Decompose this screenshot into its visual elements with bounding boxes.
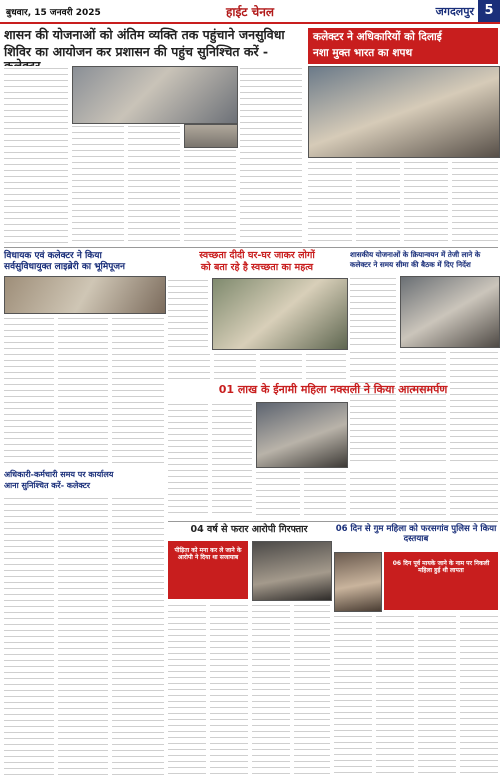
article-text-column [72,124,124,244]
lower-left-headline-1: अधिकारी-कर्मचारी समय पर कार्यालय [4,470,114,479]
surrender-photo [256,402,348,468]
article-text-column [304,470,346,518]
top-left-headline-2: शिविर का आयोजन कर प्रशासन की पहुंच सुनिश्चित करें - [4,44,269,59]
article-text-column [128,124,180,244]
article-text-column [450,350,498,466]
section-divider [168,521,498,522]
article-text-column [112,496,164,776]
article-text-column [376,614,414,776]
article-text-column [294,603,330,776]
lower-mid-headline: 04 वर्ष से फरार आरोपी गिरफ्तार [190,524,308,535]
article-text-column [168,278,208,348]
article-text-column [210,603,248,776]
article-text-column [404,160,448,244]
article-text-column [418,614,456,776]
lower-right-headline: 06 दिन से गुम महिला को फरसगांव पुलिस ने किया दस्तयाब [335,524,497,544]
top-right-headline-2: नशा मुक्त भारत का शपथ [313,47,413,59]
oath-photo [308,66,500,158]
middle-left-headline-2: सर्वसुविधायुक्त लाइब्रेरी का भूमिपूजन [4,262,126,272]
lower-right-photo-caption: 06 दिन पूर्व मायके जाने के नाम पर निकली महिला हुई थी लापता [392,560,490,574]
missing-woman-photo [334,552,382,612]
article-text-column [184,148,236,244]
article-text-column [112,316,164,466]
article-text-column [260,352,302,382]
article-text-column [452,160,498,244]
middle-left-headline-1: विधायक एवं कलेक्टर ने किया [4,251,102,261]
article-text-column [350,350,396,466]
article-text-column [400,350,446,466]
lower-mid-photo-caption: पीड़िता को मना कर ले जाने के आरोपी ने दिया था सजायाब [174,547,242,561]
middle-center-headline-2: को बता रहे है स्वच्छता का महत्व [200,262,314,273]
article-text-column [350,470,396,518]
center-big-headline: 01 लाख के ईनामी महिला नक्सली ने किया आत्मसमर्पण [218,383,448,396]
top-right-headline-1: कलेक्टर ने अधिकारियों को दिलाई [313,31,442,43]
lower-right-photo-caption-band [384,552,498,610]
page-header [0,0,500,24]
article-text-column [214,352,256,382]
article-text-column [168,352,210,382]
article-text-column [4,496,54,776]
article-text-column [308,160,352,244]
article-text-column [460,614,498,776]
middle-right-headline-2: कलेक्टर ने समय सीमा की बैठक में दिए निर्देश [350,260,471,269]
article-text-column [252,603,290,776]
middle-right-headline-1: शासकीय योजनाओं के क्रियान्वयन में तेजी लाने के [350,250,481,259]
bhoomi-pujan-photo [4,276,166,314]
meeting-photo-small [184,124,238,148]
lower-left-headline-2: आना सुनिश्चित करें- कलेक्टर [4,481,91,490]
review-meeting-photo [400,276,500,348]
section-divider [4,247,498,248]
article-text-column [4,316,54,466]
meeting-photo [72,66,238,124]
article-text-column [4,66,68,244]
swachhata-photo [212,278,348,350]
article-text-column [350,276,396,346]
header-city: जगदलपुर [435,5,474,18]
top-left-headline-1: शासन की योजनाओं को अंतिम व्यक्ति तक पहुंचाने जनसुविधा [4,27,285,42]
article-text-column [168,603,206,776]
article-text-column [450,470,498,518]
article-text-column [240,66,302,244]
middle-center-headline-1: स्वच्छता दीदी घर-घर जाकर लोगों [199,250,315,261]
article-text-column [58,496,108,776]
article-text-column [400,470,446,518]
top-right-headline-band [308,28,498,64]
page-number: 5 [478,0,500,22]
article-text-column [356,160,400,244]
article-text-column [168,402,208,518]
article-text-column [256,470,300,518]
accused-photo [252,541,332,601]
lower-mid-photo-caption-band [168,541,248,599]
header-date: बुधवार, 15 जनवरी 2025 [6,8,101,18]
article-text-column [334,614,372,776]
article-text-column [212,402,252,518]
article-text-column [58,316,108,466]
paper-name: हाईट चेनल [225,5,274,19]
article-text-column [306,352,346,382]
